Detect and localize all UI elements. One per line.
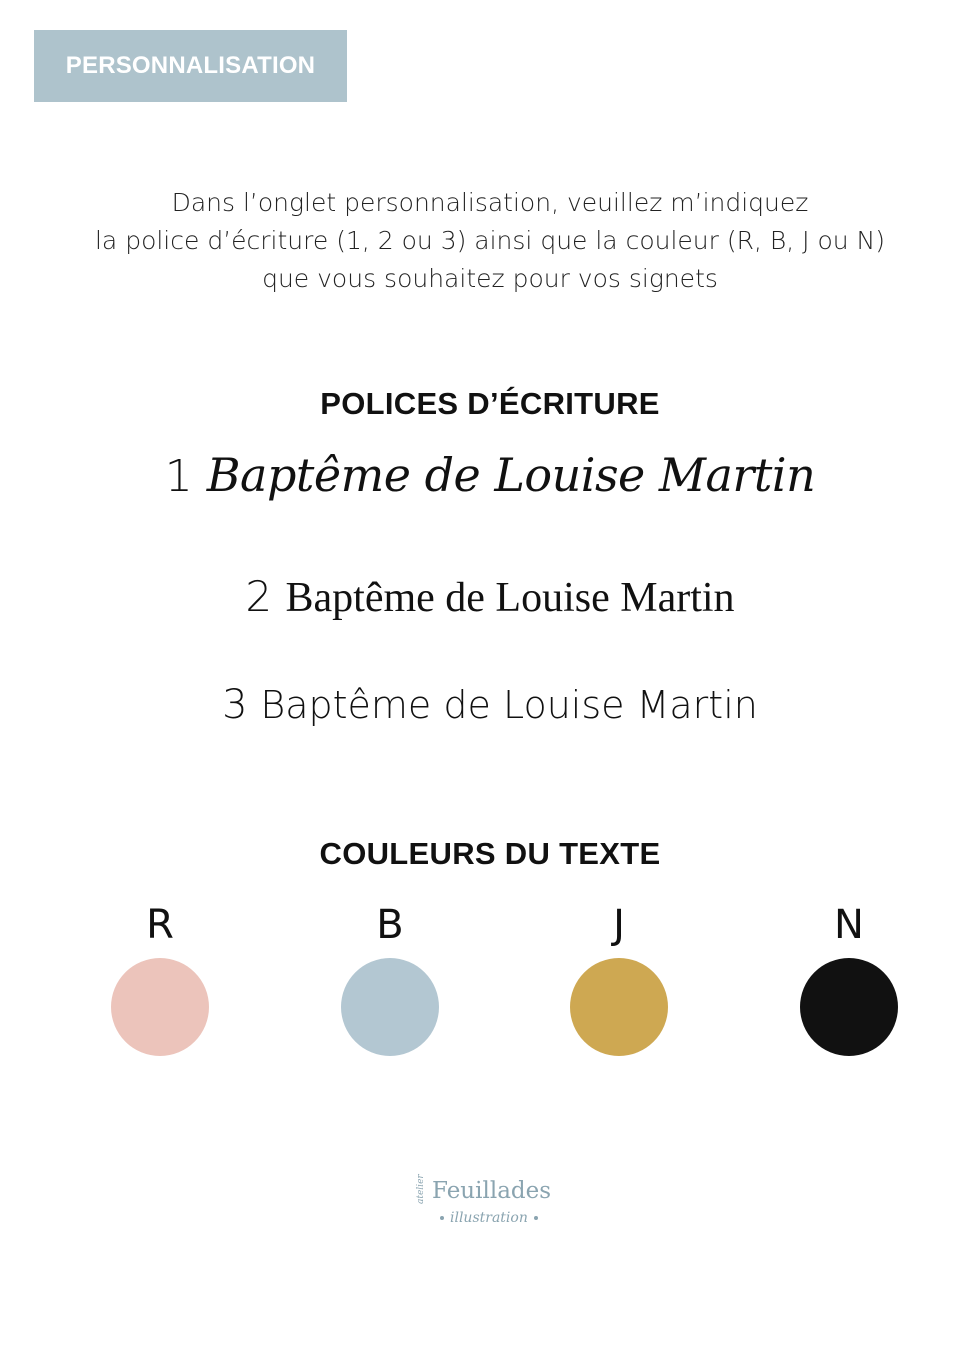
fonts-heading: POLICES D’ÉCRITURE <box>320 386 660 421</box>
color-letter: N <box>834 902 864 948</box>
color-swatch-pink <box>111 958 209 1056</box>
font-sample-2 <box>0 572 980 622</box>
font-sample-number: 1 <box>164 451 193 502</box>
atelier-feuillades-logo <box>410 1170 580 1240</box>
color-letter: J <box>613 902 625 948</box>
font-sample-text: Baptême de Louise Martin <box>260 683 758 727</box>
color-option-b <box>330 900 450 1056</box>
instructions-line-1: Dans l’onglet personnalisation, veuillez m’indiquez <box>171 188 809 217</box>
color-letter: B <box>376 902 404 948</box>
font-sample-text: Baptême de Louise Martin <box>285 575 735 621</box>
badge-label: PERSONNALISATION <box>65 52 316 79</box>
color-swatch-blue <box>341 958 439 1056</box>
dot-icon <box>440 1216 444 1220</box>
color-option-j <box>559 900 679 1056</box>
color-option-r <box>100 900 220 1056</box>
font-sample-3 <box>0 682 980 728</box>
instructions-line-2: la police d’écriture (1, 2 ou 3) ainsi que la couleur (R, B, J ou N) <box>94 226 885 255</box>
font-sample-number: 3 <box>222 682 248 728</box>
logo-tagline: illustration <box>450 1210 528 1226</box>
color-option-n <box>789 900 909 1056</box>
color-swatch-yellow <box>570 958 668 1056</box>
font-sample-1 <box>0 448 980 502</box>
logo-tagline-row <box>434 1210 544 1226</box>
personnalisation-badge <box>34 30 347 102</box>
logo-name: Feuillades <box>432 1178 552 1204</box>
font-sample-number: 2 <box>245 572 273 621</box>
color-letter: R <box>146 902 174 948</box>
colors-heading: COULEURS DU TEXTE <box>319 836 661 871</box>
instructions-line-3: que vous souhaitez pour vos signets <box>262 264 718 293</box>
color-swatch-black <box>800 958 898 1056</box>
font-sample-text: Baptême de Louise Martin <box>206 448 816 502</box>
dot-icon <box>534 1216 538 1220</box>
logo-atelier-text: atelier <box>416 1174 426 1204</box>
instructions-text <box>0 184 980 298</box>
